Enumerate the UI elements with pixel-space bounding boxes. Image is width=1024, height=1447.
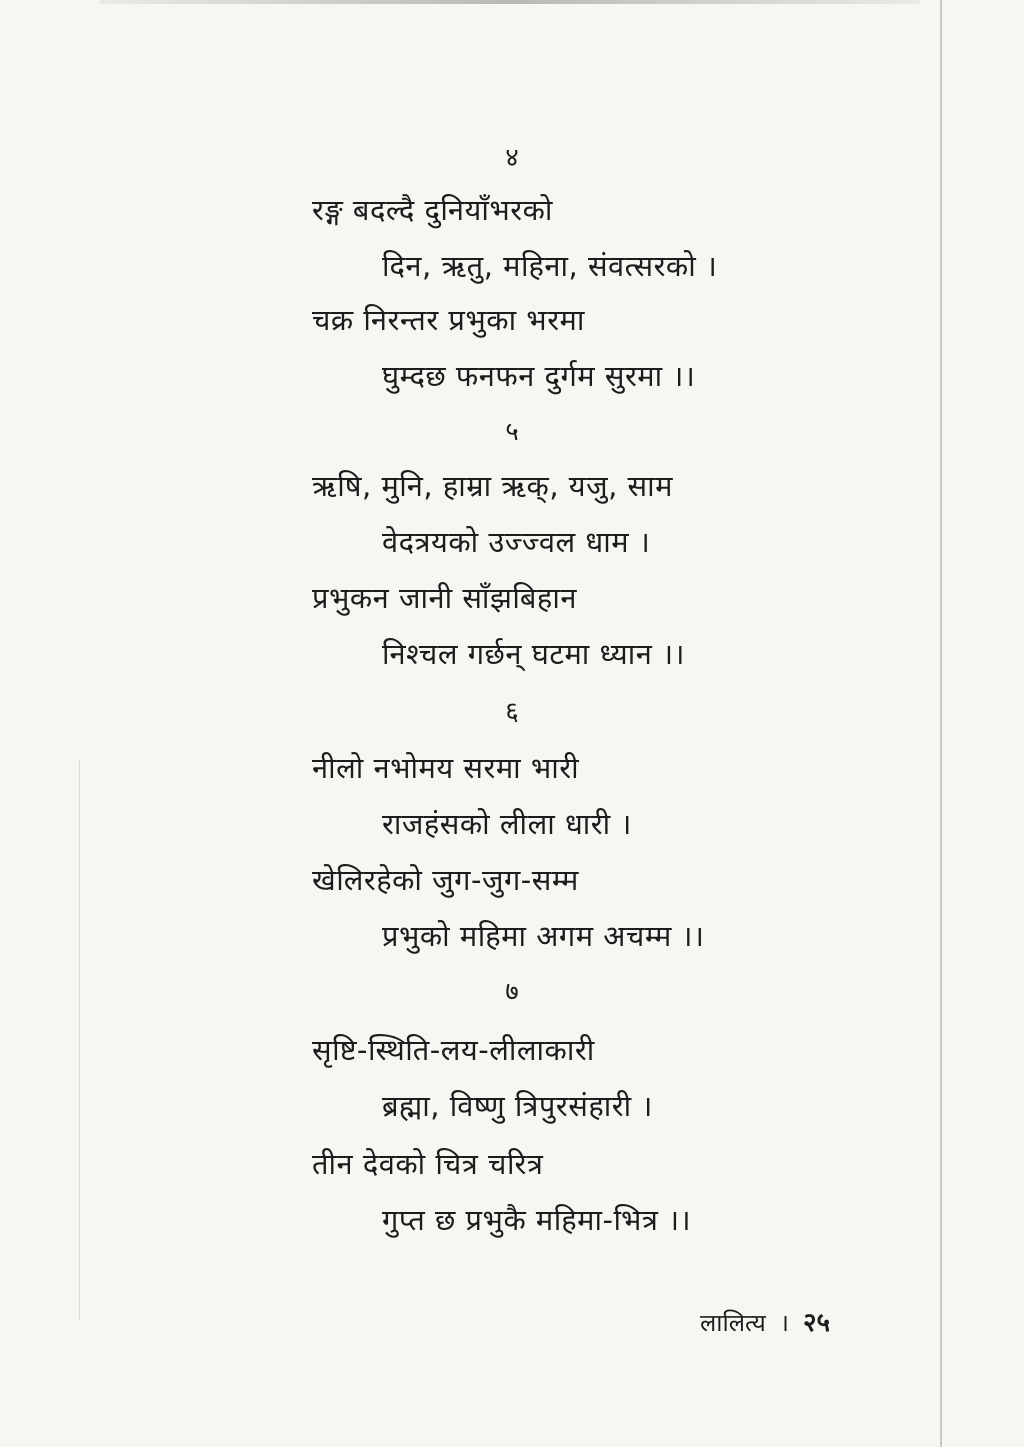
page-number: २५: [802, 1308, 831, 1338]
verse-line: नीलो नभोमय सरमा भारी: [312, 751, 580, 785]
page-footer: [700, 1305, 830, 1341]
verse-line: प्रभुको महिमा अगम अचम्म ।।: [382, 919, 705, 953]
stanza-number: ६: [505, 697, 519, 727]
verse-line: रङ्ग बदल्दै दुनियाँभरको: [312, 193, 553, 227]
verse-line: निश्चल गर्छन् घटमा ध्यान ।।: [382, 637, 686, 671]
verse-line: ऋषि, मुनि, हाम्रा ऋक्, यजु, साम: [312, 469, 673, 503]
verse-line: सृष्टि-स्थिति-लय-लीलाकारी: [312, 1033, 595, 1067]
verse-line: तीन देवको चित्र चरित्र: [312, 1147, 544, 1181]
page-right-edge: [940, 0, 942, 1447]
verse-line: दिन, ऋतु, महिना, संवत्सरको ।: [382, 249, 718, 283]
verse-line: राजहंसको लीला धारी ।: [382, 807, 632, 841]
verse-line: घुम्दछ फनफन दुर्गम सुरमा ।।: [382, 359, 696, 393]
verse-line: वेदत्रयको उज्ज्वल धाम ।: [382, 525, 651, 559]
verse-line: गुप्त छ प्रभुकै महिमा-भित्र ।।: [382, 1203, 692, 1237]
page-left-edge: [79, 760, 80, 1320]
verse-line: प्रभुकन जानी साँझबिहान: [312, 581, 577, 615]
verse-line: चक्र निरन्तर प्रभुका भरमा: [312, 303, 585, 337]
stanza-number: ७: [505, 977, 519, 1007]
page-top-edge: [100, 0, 920, 4]
footer-separator: ।: [779, 1309, 789, 1337]
verse-line: ब्रह्मा, विष्णु त्रिपुरसंहारी ।: [382, 1089, 653, 1123]
stanza-number: ५: [505, 417, 519, 447]
footer-title: लालित्य: [700, 1309, 766, 1337]
stanza-number: ४: [505, 143, 519, 173]
verse-line: खेलिरहेको जुग-जुग-सम्म: [312, 863, 579, 897]
